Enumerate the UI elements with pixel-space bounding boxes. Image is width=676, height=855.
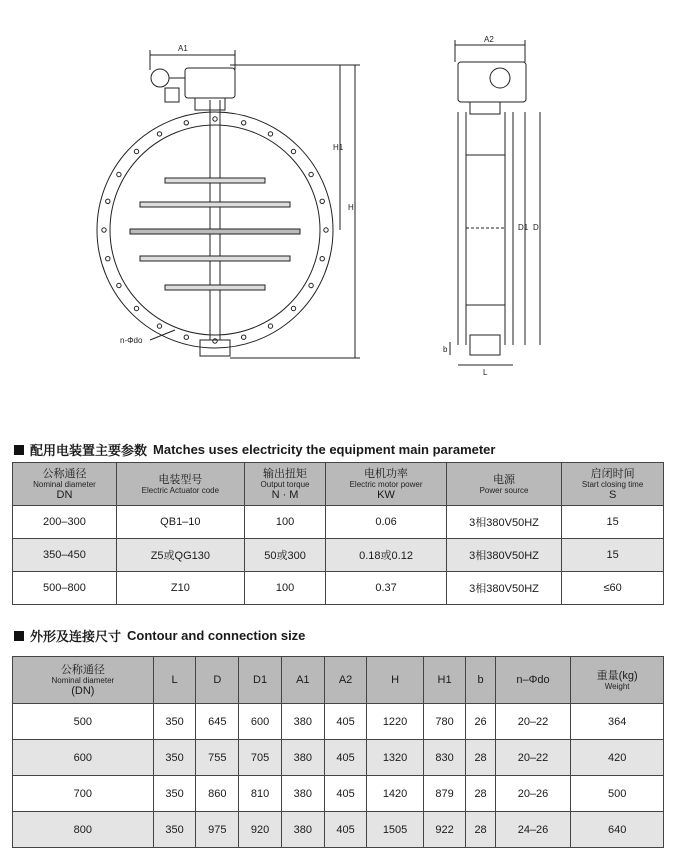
column-header-sym: DN: [56, 488, 73, 501]
table-cell: 3相380V50HZ: [446, 539, 561, 572]
table-cell: 364: [571, 704, 664, 740]
table-cell: 28: [466, 740, 495, 776]
table-cell: 1320: [367, 740, 423, 776]
column-header-sym: n–Φdo: [516, 674, 550, 686]
table-cell: 1220: [367, 704, 423, 740]
table-cell: 700: [13, 776, 154, 812]
table-cell: 780: [423, 704, 466, 740]
table-cell: 975: [196, 812, 239, 848]
bolt-hole: [213, 117, 217, 121]
column-header-zh: 电装型号: [158, 473, 203, 486]
table-cell: 350: [153, 776, 196, 812]
column-header-zh: 公称通径: [60, 663, 105, 676]
bolt-hole: [157, 132, 161, 136]
column-header-zh: 重量(kg): [596, 669, 638, 682]
column-header-sym: S: [608, 488, 617, 501]
table-row: [13, 704, 664, 740]
dim-label-l: L: [483, 368, 488, 377]
bolt-hole: [106, 199, 110, 203]
table-cell: 380: [281, 740, 324, 776]
square-bullet-icon: [14, 631, 24, 641]
column-header-sym: D1: [253, 674, 268, 686]
actuator-front: [151, 68, 235, 110]
column-header-sym: b: [477, 674, 484, 686]
bolt-hole: [117, 172, 121, 176]
column-header-zh: 启闭时间: [590, 467, 635, 480]
bolt-hole: [309, 283, 313, 287]
column-header: [196, 657, 239, 704]
table-cell: 500: [13, 704, 154, 740]
section1-title: [14, 440, 495, 459]
bolt-hole: [213, 339, 217, 343]
table-cell: 380: [281, 776, 324, 812]
bolt-hole: [102, 228, 106, 232]
table-cell: 200–300: [13, 506, 117, 539]
table-cell: 350: [153, 740, 196, 776]
dim-label-b: b: [443, 345, 448, 354]
table-cell: 15: [562, 506, 664, 539]
bolt-hole: [268, 324, 272, 328]
column-header-en: Nominal diameter: [33, 479, 96, 489]
table-cell: 3相380V50HZ: [446, 506, 561, 539]
table-cell: 3相380V50HZ: [446, 572, 561, 605]
table-cell: 20–26: [495, 776, 571, 812]
table-cell: 24–26: [495, 812, 571, 848]
column-header: [466, 657, 495, 704]
table-cell: 705: [239, 740, 282, 776]
section2-title-en: Contour and connection size: [127, 628, 306, 643]
table-cell: 640: [571, 812, 664, 848]
table-cell: 380: [281, 812, 324, 848]
square-bullet-icon: [14, 445, 24, 455]
table-cell: 755: [196, 740, 239, 776]
column-header-en: Nominal diameter: [51, 675, 115, 685]
table-cell: 405: [324, 776, 367, 812]
bolt-hole: [157, 324, 161, 328]
section1-title-en: Matches uses electricity the equipment main parameter: [153, 442, 496, 457]
table-cell: 600: [13, 740, 154, 776]
column-header-en: Electric motor power: [349, 479, 423, 489]
column-header: [446, 463, 561, 506]
table-cell: 800: [13, 812, 154, 848]
column-header-zh: 电机功率: [364, 467, 409, 480]
section2-title-zh: 外形及连接尺寸: [30, 630, 122, 645]
side-view: [450, 40, 540, 365]
bolt-hole: [291, 149, 295, 153]
column-header-en: Output torque: [260, 479, 310, 489]
column-header-zh: 电源: [493, 473, 516, 486]
table-cell: 1505: [367, 812, 423, 848]
bolt-hole: [134, 306, 138, 310]
column-header-en: Electric Actuator code: [141, 485, 220, 495]
bolt-hole: [320, 257, 324, 261]
section1-title-zh: 配用电装置主要参数: [30, 444, 148, 459]
table-cell: 405: [324, 812, 367, 848]
louver-blades: [130, 178, 300, 290]
bolt-hole: [242, 335, 246, 339]
bolt-hole: [117, 283, 121, 287]
column-header-sym: A1: [296, 674, 310, 686]
table-row: [13, 539, 664, 572]
column-header-sym: N · M: [271, 488, 299, 501]
dim-label-a2: A2: [484, 35, 494, 44]
table-cell: Z10: [116, 572, 244, 605]
table-cell: 20–22: [495, 704, 571, 740]
dim-label-a1: A1: [178, 44, 188, 53]
column-header: [244, 463, 325, 506]
dim-label-d1: D1: [518, 223, 529, 232]
table-cell: 920: [239, 812, 282, 848]
column-header: [562, 463, 664, 506]
column-header-sym: H: [391, 674, 400, 686]
table-cell: 922: [423, 812, 466, 848]
table-cell: 405: [324, 740, 367, 776]
bolt-hole: [309, 172, 313, 176]
table-cell: Z5或QG130: [116, 539, 244, 572]
column-header-sym: KW: [377, 488, 395, 501]
table-cell: 20–22: [495, 740, 571, 776]
actuator-parameter-table: [12, 462, 664, 605]
bolt-hole: [320, 199, 324, 203]
dim-label-n-do: n-Φdo: [120, 336, 143, 345]
column-header: [116, 463, 244, 506]
table-cell: 26: [466, 704, 495, 740]
column-header: [153, 657, 196, 704]
column-header-zh: 公称通径: [42, 467, 87, 480]
column-header-sym: A2: [338, 674, 353, 686]
table-header-row: [13, 657, 664, 704]
table-row: [13, 506, 664, 539]
bolt-hole: [184, 121, 188, 125]
table-cell: ≤60: [562, 572, 664, 605]
column-header: [423, 657, 466, 704]
table-cell: 1420: [367, 776, 423, 812]
contour-dimension-table: [12, 656, 664, 848]
table-row: [13, 572, 664, 605]
table-cell: 28: [466, 812, 495, 848]
table-cell: 15: [562, 539, 664, 572]
bolt-hole: [242, 121, 246, 125]
table-cell: 350–450: [13, 539, 117, 572]
table-row: [13, 776, 664, 812]
table-cell: 100: [244, 506, 325, 539]
table-cell: 810: [239, 776, 282, 812]
table-cell: 0.18或0.12: [326, 539, 447, 572]
table-cell: 28: [466, 776, 495, 812]
table-cell: 645: [196, 704, 239, 740]
table-cell: 500–800: [13, 572, 117, 605]
column-header: [326, 463, 447, 506]
dim-label-h1: H1: [333, 143, 344, 152]
column-header-sym: H1: [437, 674, 452, 686]
table-cell: 405: [324, 704, 367, 740]
bolt-hole: [134, 149, 138, 153]
table-cell: 0.37: [326, 572, 447, 605]
table-cell: 100: [244, 572, 325, 605]
table-cell: 380: [281, 704, 324, 740]
dim-label-d: D: [533, 223, 539, 232]
bolt-hole: [324, 228, 328, 232]
table-cell: 830: [423, 740, 466, 776]
section2-title: [14, 626, 305, 645]
column-header: [571, 657, 664, 704]
table-cell: 600: [239, 704, 282, 740]
dim-label-h: H: [348, 203, 354, 212]
table-cell: 350: [153, 812, 196, 848]
table-header-row: [13, 463, 664, 506]
column-header: [13, 657, 154, 704]
table-cell: 350: [153, 704, 196, 740]
column-header: [239, 657, 282, 704]
column-header: [324, 657, 367, 704]
table-row: [13, 740, 664, 776]
bolt-hole: [291, 306, 295, 310]
column-header-en: Start closing time: [581, 479, 644, 489]
bolt-hole: [106, 257, 110, 261]
column-header: [13, 463, 117, 506]
table-cell: QB1–10: [116, 506, 244, 539]
table-cell: 420: [571, 740, 664, 776]
table-cell: 860: [196, 776, 239, 812]
column-header-en: Weight: [604, 681, 630, 691]
column-header: [495, 657, 571, 704]
column-header-sym: D: [213, 674, 222, 686]
table-cell: 0.06: [326, 506, 447, 539]
table-row: [13, 812, 664, 848]
column-header: [367, 657, 423, 704]
table-cell: 879: [423, 776, 466, 812]
column-header-sym: L: [171, 674, 178, 686]
column-header-en: Power source: [479, 485, 529, 495]
table-cell: 50或300: [244, 539, 325, 572]
column-header: [281, 657, 324, 704]
table-cell: 500: [571, 776, 664, 812]
column-header-zh: 输出扭矩: [263, 467, 308, 480]
bolt-hole: [184, 335, 188, 339]
bolt-hole: [268, 132, 272, 136]
column-header-sym: (DN): [71, 684, 95, 697]
